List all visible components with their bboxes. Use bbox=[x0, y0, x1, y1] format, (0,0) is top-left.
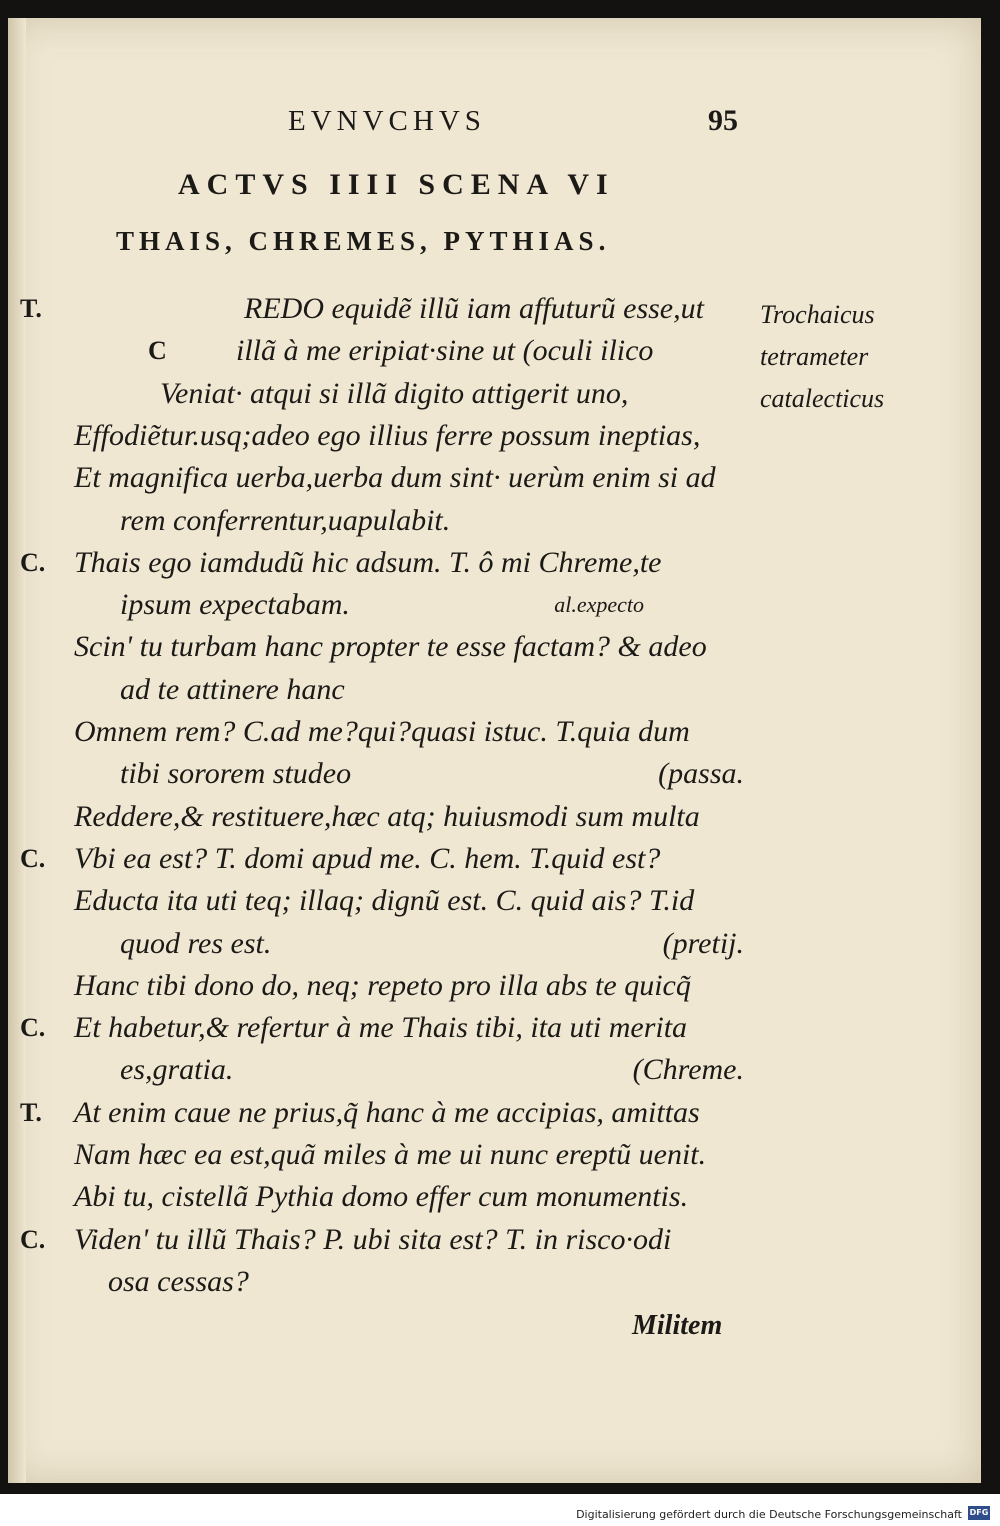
verse-line-text: Abi tu, cistellã Pythia domo effer cum monumentis. bbox=[74, 1180, 689, 1213]
verse-line bbox=[108, 1261, 754, 1303]
verse-line-text: quod res est. bbox=[120, 927, 272, 960]
verse-line bbox=[74, 626, 754, 668]
verse-line bbox=[74, 415, 754, 457]
verse-line bbox=[74, 1092, 754, 1134]
verse-line-continuation: al.expecto bbox=[554, 592, 644, 617]
verse-line bbox=[74, 1219, 754, 1261]
verse-line-text: Educta ita uti teq; illaq; dignũ est. C. quid ais? T.id bbox=[74, 884, 695, 917]
verse-line-text: Viden' tu illũ Thais? P. ubi sita est? T. in risco·odi bbox=[74, 1223, 672, 1256]
verse-line bbox=[74, 838, 754, 880]
speaker-label: C. bbox=[20, 1013, 46, 1042]
digitization-credit: Digitalisierung gefördert durch die Deutsche Forschungsgemeinschaft bbox=[576, 1508, 962, 1521]
page-gutter bbox=[8, 18, 26, 1483]
verse-line-text: Effodiẽtur.usq;adeo ego illius ferre possum ineptias, bbox=[74, 419, 701, 452]
verse-line-continuation: (pretij. bbox=[662, 927, 744, 960]
verse-line-text: Veniat· atqui si illã digito attigerit uno, bbox=[160, 377, 629, 410]
verse-line-text: ad te attinere hanc bbox=[120, 673, 345, 706]
verse-line bbox=[74, 880, 754, 922]
verse-line bbox=[120, 500, 754, 542]
verse-line bbox=[120, 753, 754, 795]
verse-line-text: illã à me eripiat·sine ut (oculi ilico bbox=[236, 334, 654, 367]
verse-line bbox=[236, 330, 754, 372]
page-number: 95 bbox=[708, 104, 738, 137]
marginal-note-line: Trochaicus bbox=[760, 300, 875, 329]
verse-line-text: Omnem rem? C.ad me?qui?quasi istuc. T.quia dum bbox=[74, 715, 690, 748]
verse-line-text: Reddere,& restituere,hæc atq; huiusmodi sum multa bbox=[74, 800, 700, 833]
verse-line-text: tibi sororem studeo bbox=[120, 757, 352, 790]
verse-line-text: Nam hæc ea est,quã miles à me ui nunc ereptũ uenit. bbox=[74, 1138, 707, 1171]
verse-line-text: rem conferrentur,uapulabit. bbox=[120, 504, 451, 537]
verse-line bbox=[244, 288, 754, 330]
verse-line-text: Hanc tibi dono do, neq; repeto pro illa abs te quicq̃ bbox=[74, 969, 691, 1002]
running-head: EVNVCHVS bbox=[288, 105, 486, 137]
verse-line bbox=[74, 1134, 754, 1176]
dfg-logo: DFG bbox=[968, 1506, 990, 1520]
verse-line-text: es,gratia. bbox=[120, 1053, 234, 1086]
speaker-label: C. bbox=[20, 1225, 46, 1254]
verse-line-text: REDO equidẽ illũ iam affuturũ esse,ut bbox=[244, 292, 704, 325]
speaker-label: C bbox=[148, 336, 167, 365]
act-scene-title: ACTVS IIII SCENA VI bbox=[178, 168, 615, 201]
verse-line bbox=[120, 923, 754, 965]
verse-line bbox=[74, 1007, 754, 1049]
verse-line-text: Vbi ea est? T. domi apud me. C. hem. T.quid est? bbox=[74, 842, 661, 875]
verse-line bbox=[74, 542, 754, 584]
verse-line bbox=[74, 965, 754, 1007]
verse-line-text: Thais ego iamdudũ hic adsum. T. ô mi Chreme,te bbox=[74, 546, 662, 579]
verse-line-text: At enim caue ne prius,q̃ hanc à me accipias, amittas bbox=[74, 1096, 700, 1129]
verse-line bbox=[160, 373, 754, 415]
speaker-label: C. bbox=[20, 844, 46, 873]
verse-line bbox=[120, 1049, 754, 1091]
marginal-note-line: catalecticus bbox=[760, 384, 885, 413]
speaker-label: T. bbox=[20, 294, 42, 323]
verse-line-continuation: (Chreme. bbox=[632, 1053, 744, 1086]
verse-line-text: Et magnifica uerba,uerba dum sint· uerùm enim si ad bbox=[74, 461, 716, 494]
verse-line-text: osa cessas? bbox=[108, 1265, 249, 1298]
verse-line bbox=[120, 669, 754, 711]
verse-line bbox=[74, 796, 754, 838]
characters-list: THAIS, CHREMES, PYTHIAS. bbox=[116, 226, 611, 256]
speaker-label: C. bbox=[20, 548, 46, 577]
catchword: Militem bbox=[632, 1310, 723, 1341]
verse-line-text: Et habetur,& refertur à me Thais tibi, ita uti merita bbox=[74, 1011, 688, 1044]
speaker-label: T. bbox=[20, 1098, 42, 1127]
verse-line-text: Scin' tu turbam hanc propter te esse factam? & adeo bbox=[74, 630, 707, 663]
verse-line bbox=[74, 711, 754, 753]
verse-line bbox=[120, 584, 754, 626]
verse-line bbox=[74, 1176, 754, 1218]
marginal-note-line: tetrameter bbox=[760, 342, 869, 371]
verse-line-continuation: (passa. bbox=[658, 757, 744, 790]
verse-line-text: ipsum expectabam. bbox=[120, 588, 350, 621]
verse-line bbox=[74, 457, 754, 499]
